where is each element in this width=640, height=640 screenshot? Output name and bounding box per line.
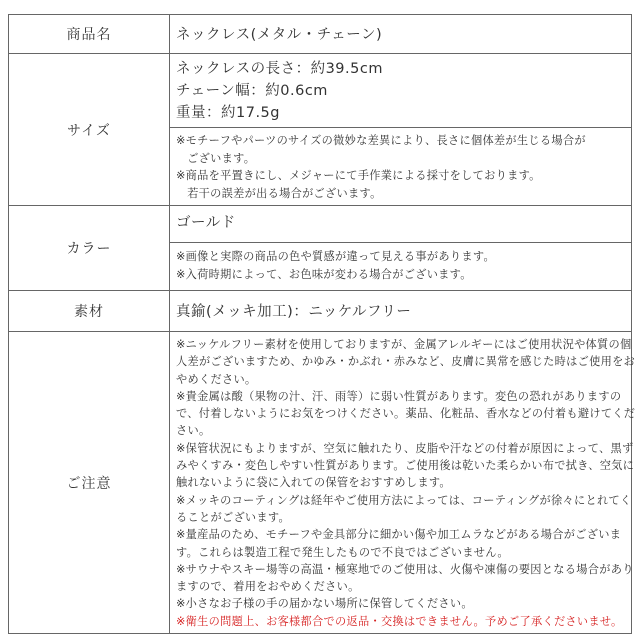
label-material: 素材 <box>9 291 170 332</box>
row-material <box>9 291 632 332</box>
label-color: カラー <box>9 206 170 291</box>
caution-line: ることがございます。 <box>176 510 290 524</box>
size-chain-width: チェーン幅：約0.6cm <box>176 83 328 99</box>
caution-line: やめください。 <box>176 372 257 386</box>
row-size <box>9 54 632 206</box>
caution-line: ※小さなお子様の手の届かない場所に保管してください。 <box>176 597 473 611</box>
label-size: サイズ <box>9 54 170 206</box>
value-color <box>170 206 632 291</box>
label-caution: ご注意 <box>9 332 170 634</box>
caution-line: ※量産品のため、モチーフや金具部分に細かい傷や加工ムラなどがある場合がございま <box>176 528 622 542</box>
color-value: ゴールド <box>170 206 631 243</box>
size-weight: 重量：約17.5g <box>176 105 280 121</box>
caution-line: ※保管状況にもよりますが、空気に触れたり、皮脂や汗などの付着が原因によって、黒ず <box>176 441 634 455</box>
caution-line: ますので、着用をおやめください。 <box>176 580 360 594</box>
row-product-name <box>9 15 632 54</box>
caution-line: 触れないように袋に入れての保管をおすすめします。 <box>176 476 451 490</box>
size-note-line: 若干の誤差が出る場合がございます。 <box>187 186 382 200</box>
size-note-line: ございます。 <box>187 151 256 165</box>
color-notes <box>170 243 631 286</box>
color-note-line: ※画像と実際の商品の色や質感が違って見える事があります。 <box>176 250 495 263</box>
value-material <box>170 291 632 332</box>
caution-line: ※貴金属は酸（果物の汁、汗、雨等）に弱い性質があります。変色の恐れがありますの <box>176 389 622 403</box>
material-text: 真鍮(メッキ加工)：ニッケルフリー <box>176 303 412 320</box>
size-note-line: ※モチーフやパーツのサイズの微妙な差異により、長さに個体差が生じる場合が <box>176 134 586 147</box>
caution-line: ※ニッケルフリー素材を使用しておりますが、金属アレルギーにはご使用状況や体質の個 <box>176 338 632 351</box>
caution-line: ※サウナやスキー場等の高温・極寒地でのご使用は、火傷や凍傷の要因となる場合があり <box>176 562 634 576</box>
value-product-name <box>170 15 632 54</box>
product-name-text: ネックレス(メタル・チェーン) <box>176 26 383 43</box>
size-notes <box>170 128 631 205</box>
return-warning: ※衛生の問題上、お客様都合での返品・交換はできません。予めご了承くださいませ。 <box>176 614 623 628</box>
caution-line: ※メッキのコーティングは経年やご使用方法によっては、コーティングが徐々にとれてく <box>176 493 632 507</box>
value-caution <box>170 332 636 634</box>
size-length: ネックレスの長さ：約39.5cm <box>176 61 383 77</box>
color-note-line: ※入荷時期によって、お色味が変わる場合がございます。 <box>176 267 472 281</box>
size-values <box>170 54 631 128</box>
caution-line: みやくすみ・変色しやすい性質があります。ご使用後は乾いた柔らかい布で拭き、空気に <box>176 459 635 473</box>
label-product-name: 商品名 <box>9 15 170 54</box>
caution-notes <box>170 332 636 633</box>
caution-line: 人差がございますため、かゆみ・かぶれ・赤みなど、皮膚に異常を感じた時はご使用をお <box>176 355 636 369</box>
product-spec-table <box>8 14 636 634</box>
value-size <box>170 54 632 206</box>
caution-line: す。これらは製造工程で発生したもので不良ではございません。 <box>176 545 509 559</box>
caution-line: さい。 <box>176 424 211 438</box>
size-note-line: ※商品を平置きにし、メジャーにて手作業による採寸をしております。 <box>176 169 541 182</box>
row-caution <box>9 332 632 634</box>
row-color <box>9 206 632 291</box>
caution-line: で、付着しないようにお気をつけください。薬品、化粧品、香水などの付着も避けてくだ <box>176 407 636 421</box>
